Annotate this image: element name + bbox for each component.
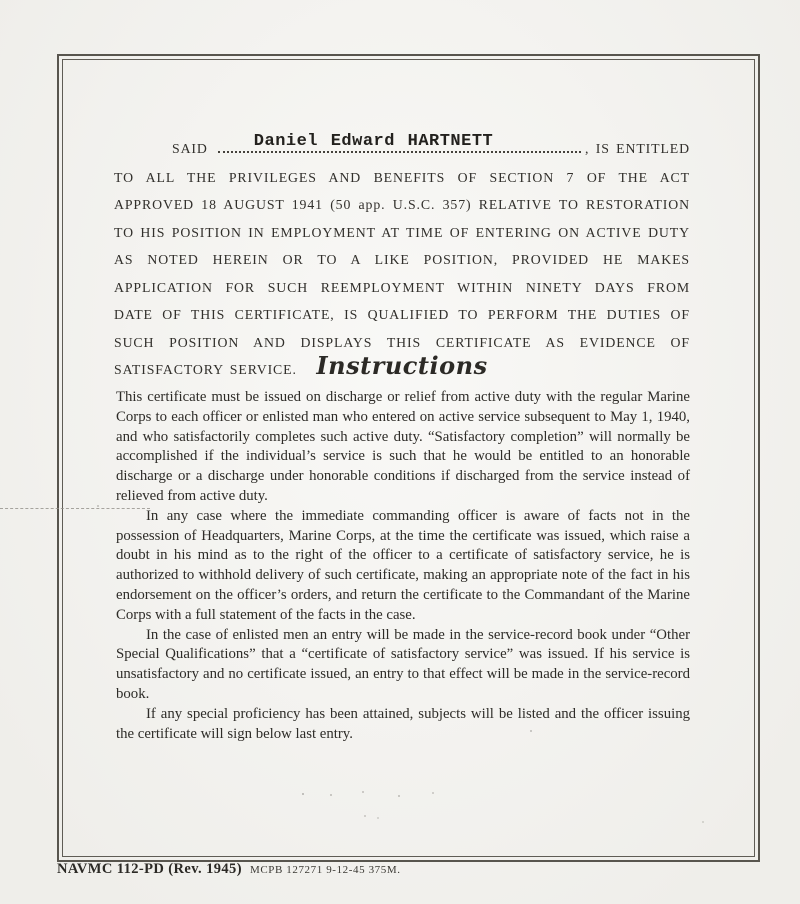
said-name-line: [114, 127, 690, 163]
typed-name: Daniel Edward HARTNETT: [253, 131, 494, 151]
form-footer: [57, 860, 401, 878]
name-dotted-line: [218, 127, 581, 153]
instructions-heading: Instructions: [316, 351, 488, 380]
instructions-paragraph-1: This certificate must be issued on discharge or relief from active duty with the regular Marine Corps to each officer or enlisted man who entered on active service subsequent to May 1, 1940, and who satisfactorily completes such active duty. “Satisfactory completion” will normally be accomplished if the individual’s service is such that he would be entitled to an honorable discharge or a discharge under honorable conditions if discharged from the service instead of relieved from active duty.: [116, 389, 690, 504]
print-code: MCPB 127271 9-12-45 375M.: [249, 864, 401, 876]
instructions-paragraph-4: If any special proficiency has been attained, subjects will be listed and the officer issuing the certificate will sign below last entry.: [116, 705, 690, 742]
entitled-suffix: , IS ENTITLED: [585, 141, 690, 156]
paper-crease-line: [0, 508, 150, 509]
instructions-paragraph-2: In any case where the immediate commanding officer is aware of facts not in the possession of Headquarters, Marine Corps, at the time the certificate was issued, which raise a doubt in his mind as to the right of the officer to a certificate of satisfactory service, he is authorized to withhold delivery of such certificate, making an appropriate note of the fact in his endorsement on the officer’s orders, and return the certificate to the Commandant of the Marine Corps with a full statement of the facts in the case.: [116, 507, 690, 623]
certificate-text-block: [114, 127, 690, 384]
instructions-paragraph-3: In the case of enlisted men an entry will be made in the service-record book under “Other Special Qualifications” that a “certificate of satisfactory service” was issued. If his service is unsatisfactory and no certificate issued, an entry to that effect will be made in the service-record book.: [116, 626, 690, 702]
said-label: SAID: [172, 141, 208, 156]
form-number: NAVMC 112-PD (Rev. 1945): [57, 861, 242, 877]
instructions-body: [116, 388, 690, 744]
paper-speckles: [302, 793, 304, 795]
certificate-body-text: TO ALL THE PRIVILEGES AND BENEFITS OF SECTION 7 OF THE ACT APPROVED 18 AUGUST 1941 (50 app. U.S.C. 357) RELATIVE TO RESTORATION TO HIS POSITION IN EMPLOYMENT AT TIME OF ENTERING ON ACTIVE DUTY AS NOTED HEREIN OR TO A LIKE POSITION, PROVIDED HE MAKES APPLICATION FOR SUCH REEMPLOYMENT WITHIN NINETY DAYS FROM DATE OF THIS CERTIFICATE, IS QUALIFIED TO PERFORM THE DUTIES OF SUCH POSITION AND DISPLAYS THIS CERTIFICATE AS EVIDENCE OF SATISFACTORY SERVICE.: [114, 169, 690, 377]
